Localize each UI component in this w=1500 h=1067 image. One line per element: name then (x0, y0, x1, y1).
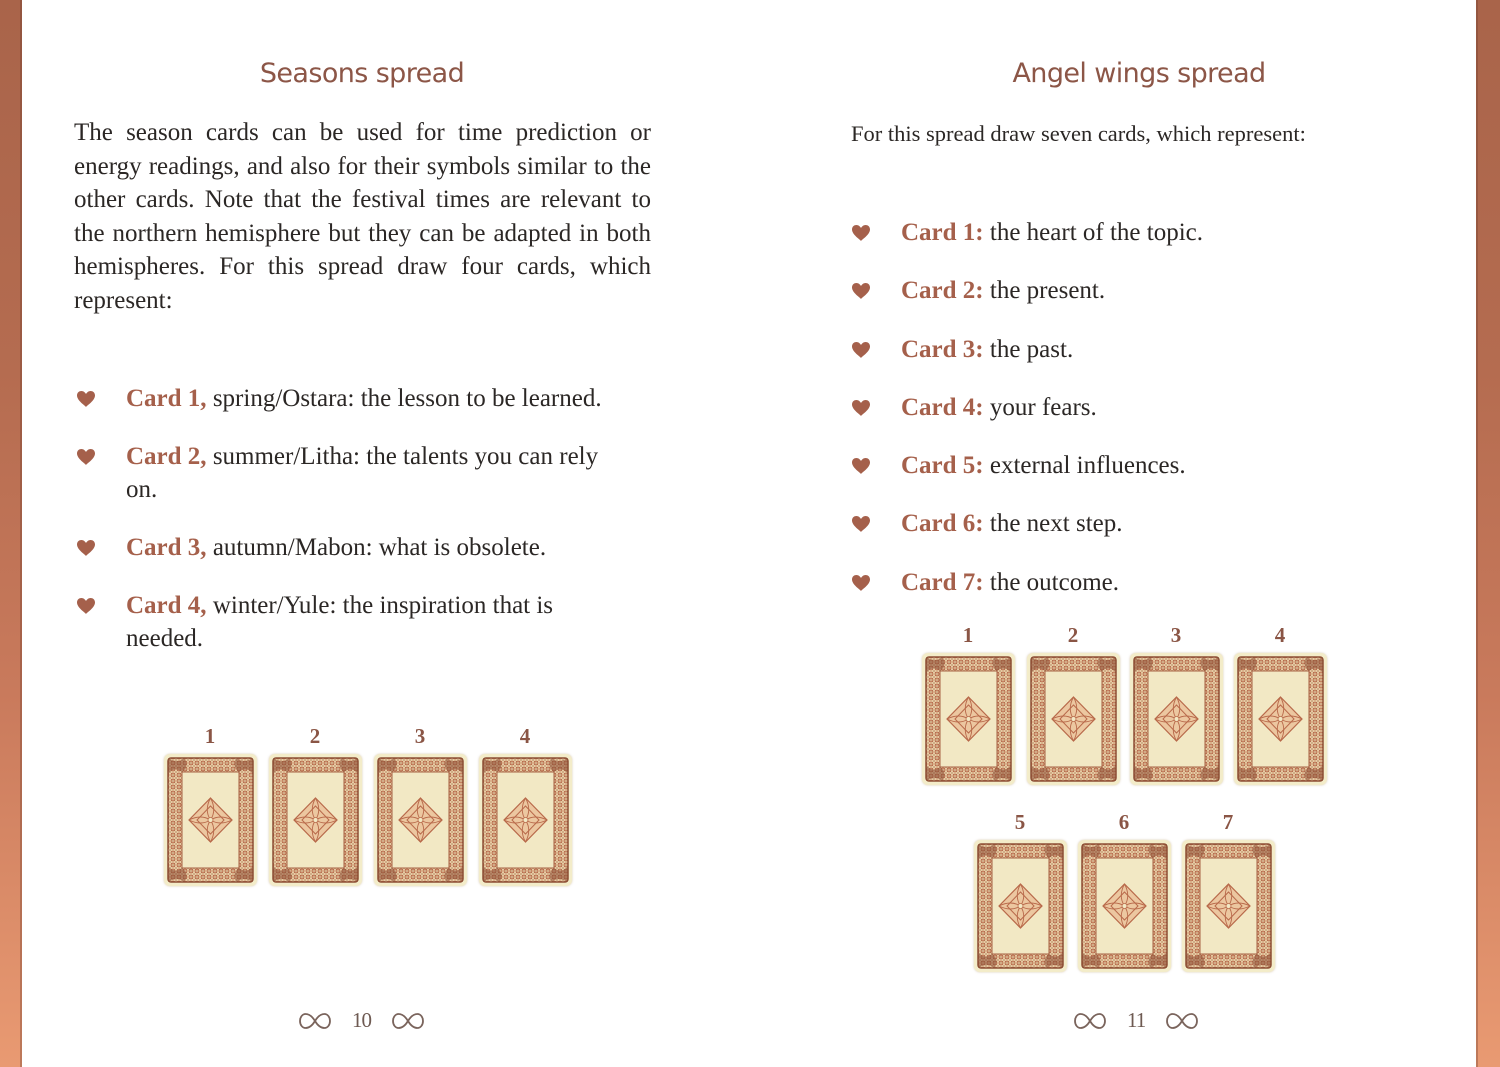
card-position-number: 2 (1067, 623, 1079, 647)
card-meaning: the past. (983, 335, 1074, 363)
infinity-icon (298, 1011, 332, 1031)
card-meaning-list (76, 382, 616, 680)
intro-paragraph: The season cards can be used for time prediction or energy readings, and also for their symbols similar to the other cards. Note that the festival times are relevant to the northern hemisphere but they can be adapted in both hemispheres. For this spread draw four cards, which represent: (74, 119, 651, 314)
card-meaning: winter/Yule: the inspiration that is needed. (126, 592, 554, 652)
list-item (851, 566, 1311, 599)
card-meaning: external influences. (983, 452, 1186, 480)
page-folio (1073, 1008, 1199, 1033)
list-item (76, 589, 616, 655)
heart-icon (851, 399, 871, 417)
card-position-number: 3 (1170, 623, 1182, 647)
list-item (76, 531, 616, 564)
card-position-number: 7 (1222, 810, 1234, 834)
list-item (851, 216, 1311, 249)
tarot-card-back (1078, 840, 1171, 972)
infinity-icon (1073, 1011, 1107, 1031)
heart-icon (851, 341, 871, 359)
card-meaning: the outcome. (983, 568, 1120, 596)
card-meaning-list (851, 216, 1311, 624)
tarot-card-back (1182, 840, 1275, 972)
card-label: Card 2, (126, 443, 207, 470)
card-position-number: 2 (309, 724, 321, 748)
card-label: Card 3, (126, 534, 207, 561)
card-label: Card 1: (901, 219, 984, 246)
heart-icon (76, 597, 96, 615)
card-position-number: 3 (414, 724, 426, 748)
card-label: Card 6: (901, 510, 984, 538)
card-position-number: 4 (519, 724, 531, 748)
tarot-card-back (374, 754, 467, 886)
left-page (22, 0, 749, 1067)
heart-icon (76, 539, 96, 557)
tarot-card-back (164, 754, 257, 886)
heart-icon (851, 282, 871, 300)
list-item (851, 274, 1311, 307)
right-page (749, 0, 1476, 1067)
tarot-card-back (922, 653, 1015, 785)
tarot-card-back (1234, 653, 1327, 785)
intro-paragraph: For this spread draw seven cards, which represent: (851, 121, 1306, 146)
card-label: Card 4: (901, 393, 984, 421)
card-label: Card 1, (126, 385, 207, 412)
heart-icon (851, 224, 871, 242)
list-item (851, 391, 1311, 424)
page-title: Angel wings spread (1012, 58, 1266, 89)
tarot-card-back (269, 754, 362, 886)
card-meaning: summer/Litha: the talents you can rely on. (126, 443, 599, 503)
infinity-icon (391, 1011, 425, 1031)
tarot-card-back (1130, 653, 1223, 785)
card-label: Card 5: (901, 452, 984, 480)
card-label: Card 7: (901, 568, 984, 596)
tarot-card-back (1027, 653, 1120, 785)
card-label: Card 4, (126, 592, 207, 619)
page-number: 10 (352, 1008, 371, 1032)
list-item (851, 507, 1311, 540)
card-position-number: 5 (1014, 810, 1026, 834)
infinity-icon (1165, 1011, 1199, 1031)
card-meaning: your fears. (983, 393, 1097, 421)
tarot-card-back (479, 754, 572, 886)
card-meaning: the present. (983, 277, 1106, 305)
card-label: Card 3: (901, 335, 984, 363)
book-edge-left (0, 0, 22, 1067)
card-position-number: 6 (1118, 810, 1130, 834)
page-title: Seasons spread (259, 58, 465, 89)
heart-icon (851, 515, 871, 533)
card-position-number: 1 (204, 724, 216, 748)
page-folio (298, 1008, 425, 1033)
heart-icon (851, 574, 871, 592)
card-meaning: the heart of the topic. (983, 219, 1204, 246)
book-edge-right (1476, 0, 1500, 1067)
card-meaning: spring/Ostara: the lesson to be learned. (206, 385, 602, 412)
heart-icon (76, 390, 96, 408)
card-position-number: 4 (1274, 623, 1286, 647)
list-item (76, 382, 616, 415)
heart-icon (76, 448, 96, 466)
card-position-number: 1 (962, 623, 974, 647)
list-item (851, 333, 1311, 366)
card-meaning: autumn/Mabon: what is obsolete. (206, 534, 547, 561)
list-item (851, 449, 1311, 482)
tarot-card-back (974, 840, 1067, 972)
list-item (76, 440, 616, 506)
page-number: 11 (1127, 1008, 1146, 1032)
card-meaning: the next step. (983, 510, 1123, 538)
heart-icon (851, 457, 871, 475)
card-label: Card 2: (901, 277, 984, 305)
